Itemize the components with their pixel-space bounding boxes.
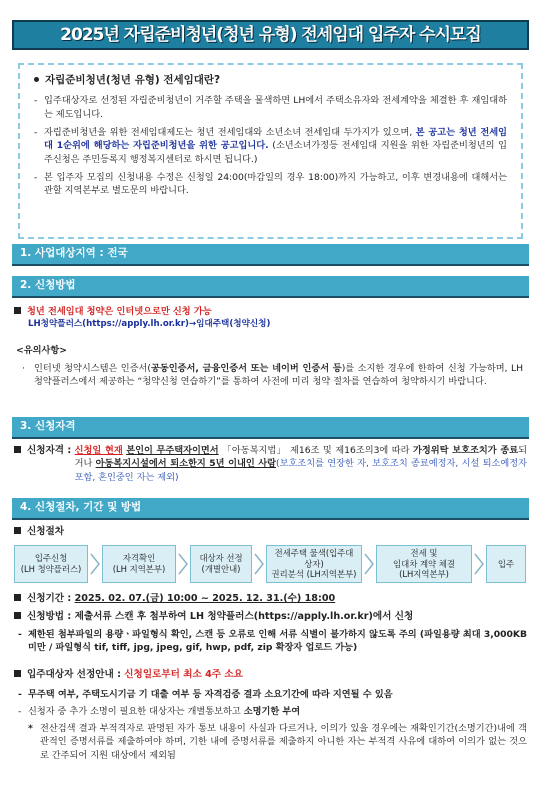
attachment-note: - 제한된 첨부파일의 용량ㆍ파일형식 확인, 스캔 등 오류로 인해 서류 식별이 불가하지 않도록 주의 (파일용량 최대 3,000KB 미만 / 파일형식 tif, tiff, jpg, jpeg, gif, hwp, pdf, zip 확장자 업로드 가능): [18, 629, 527, 654]
selection-note-2: - 신청자 중 추가 소명이 필요한 대상자는 개별통보하고 소명기한 부여: [18, 706, 301, 717]
section-1-header: 1. 사업대상지역 : 전국: [12, 244, 529, 266]
chevron-right-icon: [176, 545, 190, 583]
intro-para-3: - 본 입주자 모집의 신청내용 수정은 신청일 24:00(마감일의 경우 18:00)까지 가능하고, 이후 변경내용에 대해서는 관할 지역본부로 별도문의 바랍니다.: [34, 171, 507, 197]
selection-note-1: - 무주택 여부, 주택도시기금 기 대출 여부 등 자격검증 결과 소요기간에 따라 지연될 수 있음: [18, 689, 393, 700]
selection-guide: 입주대상자 선정안내 : 신청일로부터 최소 4주 소요: [14, 668, 243, 682]
intro-para-1: - 입주대상자로 선정된 자립준비청년이 거주할 주택을 물색하면 LH에서 주택소유자와 전세계약을 체결한 후 재임대하는 제도입니다.: [34, 95, 507, 120]
intro-heading: 자립준비청년(청년 유형) 전세임대란?: [34, 73, 507, 88]
square-bullet-icon: [14, 307, 21, 314]
square-bullet-icon: [14, 670, 21, 677]
flow-step: 입주: [486, 545, 526, 583]
section-3-header: 3. 신청자격: [12, 417, 529, 439]
bullet-icon: [34, 77, 39, 82]
chevron-right-icon: [362, 545, 376, 583]
flow-step: 전세 및 임대차 계약 체결 (LH지역본부): [376, 545, 472, 583]
procedure-flow: [14, 543, 527, 585]
application-method: 신청방법 : 제출서류 스캔 후 첨부하여 LH 청약플러스(https://apply.lh.or.kr)에서 신청: [14, 610, 527, 624]
intro-box: [18, 63, 523, 239]
flow-step: 입주신청 (LH 청약플러스): [14, 545, 88, 583]
chevron-right-icon: [252, 545, 266, 583]
application-period: 신청기간 : 2025. 02. 07.(금) 10:00 ~ 2025. 12. 31.(수) 18:00: [14, 592, 335, 606]
apply-path-link[interactable]: LH청약플러스(https://apply.lh.or.kr)→임대주택(청약신청): [28, 319, 271, 330]
intro-para-2: - 자립준비청년을 위한 전세임대제도는 청년 전세임대와 소년소녀 전세임대 두가지가 있으며, 본 공고는 청년 전세임대 1순위에 해당하는 자립준비청년을 위한 공고입니다. (소년소녀가정등 전세임대 지원을 위한 자립준비청년의 입주신청은 주민등록지 행정복지센터로 하시면 됩니다.): [34, 126, 507, 165]
procedure-heading: 신청절차: [14, 525, 64, 539]
square-bullet-icon: [14, 594, 21, 601]
apply-online-notice: 청년 전세임대 청약은 인터넷으로만 신청 가능 LH청약플러스(https://apply.lh.or.kr)→임대주택(청약신청): [14, 305, 527, 331]
square-bullet-icon: [14, 527, 21, 534]
square-bullet-icon: [14, 612, 21, 619]
page-title: 2025년 자립준비청년(청년 유형) 전세임대 입주자 수시모집: [12, 20, 529, 50]
flow-step: 자격확인 (LH 지역본부): [102, 545, 176, 583]
flow-step: 대상자 선정 (개별안내): [190, 545, 252, 583]
eligibility: 신청자격 : 신청일 현재 본인이 무주택자이면서 「아동복지법」 제16조 및 제16조의3에 따라 가정위탁 보호조치가 종료되거나 아동복지시설에서 퇴소한지 5년 이내인 사람(보호조치를 연장한 자, 보호조치 종료예정자, 시설 퇴소예정자 포함, 혼인중인 자는 제외): [14, 444, 527, 484]
square-bullet-icon: [14, 446, 21, 453]
notes-heading: <유의사항>: [16, 345, 67, 356]
selection-note-3: * 전산검색 결과 부적격자로 판명된 자가 통보 내용이 사실과 다르거나, 이의가 있을 경우에는 재확인기간(소명기간)내에 객관적인 증명서류를 제출하여야 하며, 기한 내에 증명서류를 제출하지 아니한 자는 부적격 사유에 대하여 이의가 없는 것으로 간주되어 지원 대상에서 제외됨: [28, 723, 527, 761]
chevron-right-icon: [472, 545, 486, 583]
chevron-right-icon: [88, 545, 102, 583]
section-4-header: 4. 신청절차, 기간 및 방법: [12, 498, 529, 520]
flow-step: 전세주택 물색(입주대상자) 권리분석 (LH지역본부): [266, 545, 362, 583]
section-2-header: 2. 신청방법: [12, 276, 529, 298]
notes-text: · 인터넷 청약시스템은 인증서(공동인증서, 금융인증서 또는 네이버 인증서 등)를 소지한 경우에 한하여 신청 가능하며, LH 청약플러스에서 제공하는 “청약신청 연습하기”를 통하여 사전에 미리 청약 절차를 연습하여 청약하시기 바랍니다.: [22, 363, 523, 388]
